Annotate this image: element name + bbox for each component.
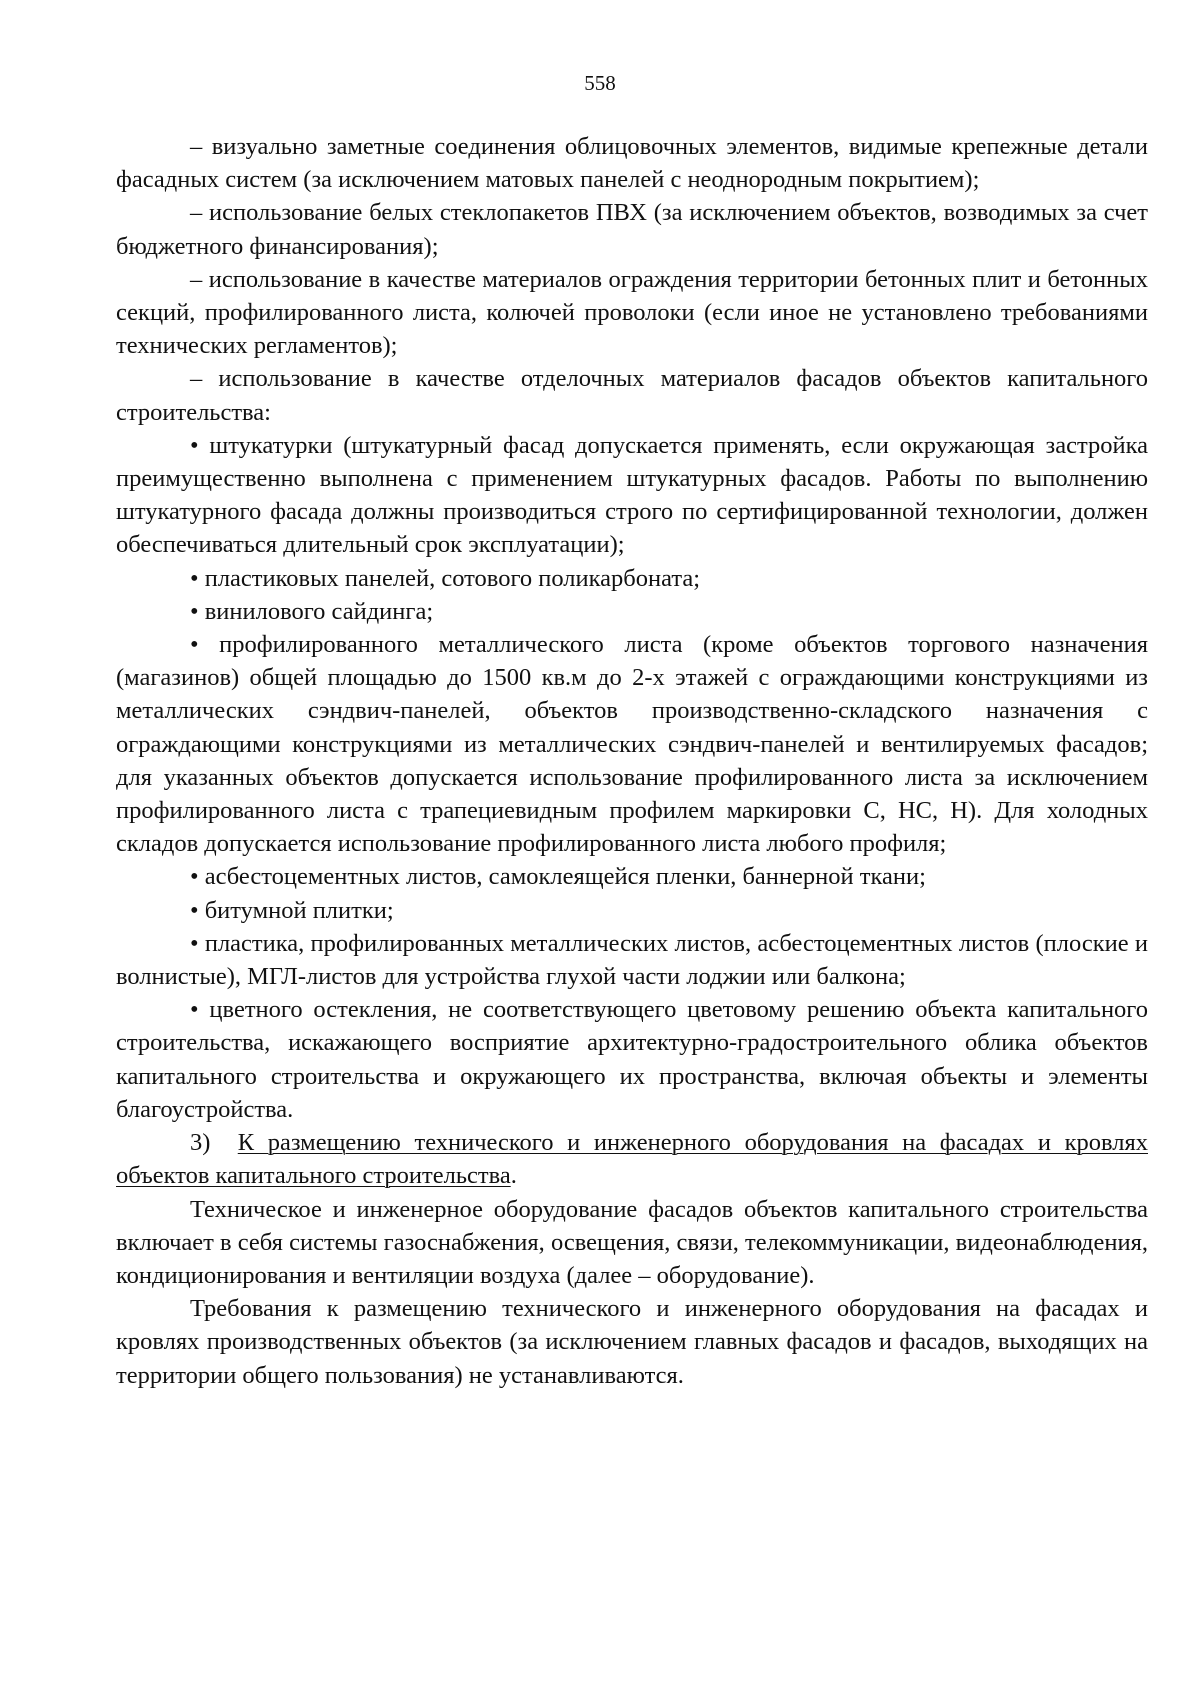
paragraph-fencing-materials: – использование в качестве материалов ограждения территории бетонных плит и бетонных секций, профилированного листа, колючей проволоки (если иное не установлено требованиями технических регламентов);: [116, 265, 1148, 360]
bullet-profiled-sheet: • профилированного металлического листа (кроме объектов торгового назначения (магазинов) общей площадью до 1500 кв.м до 2-х этажей с ограждающими конструкциями из металлических сэндвич-панелей, объектов производственно-складского назначения с ограждающими конструкциями из металлических сэндвич-панелей и вентилируемых фасадов; для указанных объектов допускается использование профилированного листа за исключением профилированного листа с трапециевидным профилем маркировки С, НС, Н). Для холодных складов допускается использование профилированного листа любого профиля;: [116, 631, 1148, 858]
paragraph-visible-joints: – визуально заметные соединения облицовочных элементов, видимые крепежные детали фасадных систем (за исключением матовых панелей с неоднородным покрытием);: [116, 133, 1148, 194]
bullet-plastic-panels: • пластиковых панелей, сотового поликарбоната;: [190, 564, 701, 592]
bullet-plaster: • штукатурки (штукатурный фасад допускается применять, если окружающая застройка преимущественно выполнена с применением штукатурных фасадов. Работы по выполнению штукатурного фасада должны производиться строго по сертифицированной технологии, должен обеспечиваться длительный срок эксплуатации);: [116, 431, 1148, 559]
bullet-vinyl-siding: • винилового сайдинга;: [190, 597, 434, 625]
paragraph-finishing-materials: – использование в качестве отделочных материалов фасадов объектов капитального строительства:: [116, 365, 1148, 426]
section-heading-equipment: [116, 1126, 1148, 1192]
document-body: [116, 130, 1148, 1392]
paragraph-pvc-windows: – использование белых стеклопакетов ПВХ (за исключением объектов, возводимых за счет бюджетного финансирования);: [116, 199, 1148, 260]
section-number: 3): [190, 1129, 211, 1157]
section-heading-period: .: [510, 1162, 517, 1190]
bullet-asbestos-sheets: • асбестоцементных листов, самоклеящейся пленки, баннерной ткани;: [190, 863, 926, 891]
paragraph-industrial-exemption: Требования к размещению технического и инженерного оборудования на фасадах и кровлях производственных объектов (за исключением главных фасадов и фасадов, выходящих на территории общего пользования) не устанавливаются.: [116, 1295, 1148, 1389]
bullet-bitumen-tile: • битумной плитки;: [190, 896, 394, 924]
section-heading-text: К размещению технического и инженерного оборудования на фасадах и кровлях объектов капитального строительства: [116, 1129, 1148, 1190]
page-number: 558: [584, 71, 616, 95]
bullet-loggia-materials: • пластика, профилированных металлических листов, асбестоцементных листов (плоские и волнистые), МГЛ-листов для устройства глухой части лоджии или балкона;: [116, 929, 1148, 991]
paragraph-equipment-definition: Техническое и инженерное оборудование фасадов объектов капитального строительства включает в себя системы газоснабжения, освещения, связи, телекоммуникации, видеонаблюдения, кондиционирования и вентиляции воздуха (далее – оборудование).: [116, 1195, 1148, 1289]
bullet-colored-glazing: • цветного остекления, не соответствующего цветовому решению объекта капитального строительства, искажающего восприятие архитектурно-градостроительного облика объектов капитального строительства и окружающего их пространства, включая объекты и элементы благоустройства.: [116, 996, 1148, 1123]
